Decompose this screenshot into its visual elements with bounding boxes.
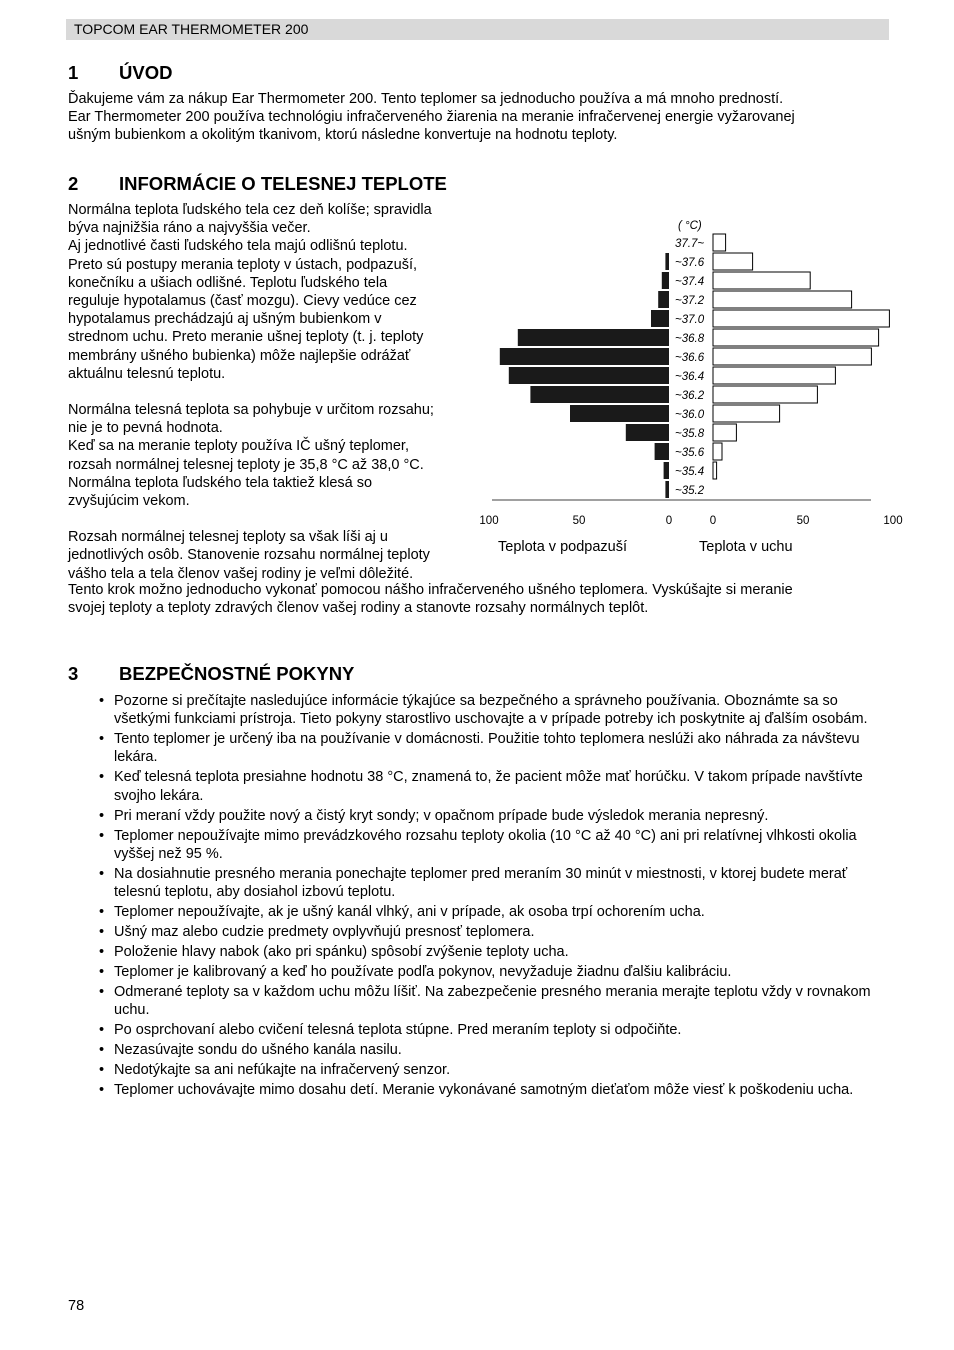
category-label: ~36.8 [675,333,705,345]
unit-label: ( °C) [678,220,702,232]
axilla-bar [509,367,669,384]
text-line: Rozsah normálnej telesnej teploty sa však líši aj u [68,529,388,546]
list-item: • Ušný maz alebo cudzie predmety ovplyvňujú presnosť teplomera. [97,923,892,941]
category-label: ~36.4 [675,371,705,383]
list-item: • Pri meraní vždy použite nový a čistý kryt sondy; v opačnom prípade bude výsledok merania nepresný. [97,807,892,825]
x-tick-label: 100 [479,515,499,527]
text-line: vášho tela a tela členov vašej rodiny je veľmi dôležité. [68,565,414,582]
text-line: nie je to pevná hodnota. [68,420,223,437]
text-line: Keď sa na meranie teploty používa IČ ušný teplomer, [68,438,409,455]
header-title: TOPCOM EAR THERMOMETER 200 [74,21,309,37]
text-line: Aj jednotlivé časti ľudského tela majú odlišnú teplotu. [68,238,408,255]
list-item: • Po osprchovaní alebo cvičení telesná teplota stúpne. Pred meraním teploty si odpočiňte. [97,1021,892,1039]
running-header [66,19,889,40]
category-label: ~36.6 [675,352,705,364]
ear-bar [713,348,871,365]
list-item: • Teplomer nepoužívajte mimo prevádzkového rozsahu teploty okolia (10 °C až 40 °C) ani pri relatívnej vlhkosti okolia vyššej než 95 %. [97,827,892,863]
axilla-bar [655,443,669,460]
text-line: Normálna telesná teplota sa pohybuje v určitom rozsahu; [68,402,434,419]
axilla-bar [665,481,669,498]
ear-bar [713,272,810,289]
blank-line [68,383,478,401]
section-2-bottom-text [68,581,898,617]
text-line: strednom uchu. Preto meranie ušnej teploty (t. j. teploty [68,329,424,346]
x-tick-label: 50 [572,515,586,527]
ear-bar [713,253,753,270]
ear-bar [713,424,736,441]
text-line: aktuálnu telesnú teplotu. [68,365,226,382]
axilla-bar [530,386,669,403]
category-label: ~35.8 [675,428,705,440]
axilla-bar [518,329,669,346]
text-line: ušným bubienkom a okolitým tkanivom, ktorú následne konvertuje na hodnotu teploty. [68,127,618,144]
text-line: reguluje hypotalamus (časť mozgu). Cievy vedúce cez [68,293,417,310]
axilla-bar [662,272,669,289]
category-labels [675,238,705,497]
list-item: • Pozorne si prečítajte nasledujúce informácie týkajúce sa bezpečného a správneho používania. Oboznámte sa so všetkými funkciami prístroja. Tieto pokyny starostlivo uschovajte a v prípade potreby ich poskytnite aj ďalším osobám. [97,692,892,728]
list-item: • Odmerané teploty sa v každom uchu môžu líšiť. Na zabezpečenie presného merania merajte teplotu vždy v rovnakom uchu. [97,983,892,1019]
x-tick-label: 0 [709,515,717,527]
section-2-heading [68,173,447,195]
ear-bar [713,386,817,403]
axilla-bar [626,424,669,441]
ear-bar [713,310,889,327]
section-3-number: 3 [68,663,79,684]
text-line: svojej teploty a teploty zdravých členov vašej rodiny a stanovte rozsahy normálnych teplôt. [68,600,649,617]
safety-list [97,692,892,1101]
section-1-text [68,90,898,145]
axilla-bar [665,253,669,270]
text-line: býva najnižšia ráno a najvyššia večer. [68,220,311,237]
axilla-bars [500,253,669,498]
blank-line [68,510,478,528]
ear-bar [713,329,879,346]
list-item: • Teplomer je kalibrovaný a keď ho používate podľa pokynov, nevyžaduje žiadnu ďalšiu kalibráciu. [97,963,892,981]
text-line: konečníku a ušiach odlišné. Teplotu ľudského tela [68,274,388,291]
section-1-title: ÚVOD [119,62,173,83]
axilla-bar [664,462,669,479]
category-label: 37.7~ [675,238,705,250]
section-2-title: INFORMÁCIE O TELESNEJ TEPLOTE [119,173,447,194]
category-label: ~36.2 [675,390,705,402]
category-label: ~37.6 [675,257,705,269]
x-tick-label: 0 [665,515,673,527]
ear-bar [713,234,726,251]
axilla-bar [651,310,669,327]
category-label: ~35.6 [675,447,705,459]
axilla-bar [500,348,669,365]
section-1-number: 1 [68,62,79,83]
category-label: ~35.2 [675,485,705,497]
text-line: rozsah normálnej telesnej teploty je 35,8 °C až 38,0 °C. [68,456,424,473]
category-label: ~37.0 [675,314,705,326]
legend-axilla: Teplota v podpazuší [498,539,627,555]
legend-ear: Teplota v uchu [699,539,793,555]
ear-bar [713,367,835,384]
section-2-number: 2 [68,173,79,194]
list-item: • Tento teplomer je určený iba na používanie v domácnosti. Použitie tohto teplomera neslúži ako náhrada za návštevu lekára. [97,730,892,766]
section-3-title: BEZPEČNOSTNÉ POKYNY [119,663,355,684]
text-line: Tento krok možno jednoducho vykonať pomocou nášho infračerveného ušného teplomera. Vyskúšajte si meranie [68,582,793,598]
category-label: ~37.4 [675,276,705,288]
x-tick-labels [479,515,902,527]
list-item: • Na dosiahnutie presného merania ponechajte teplomer pred meraním 30 minút v miestnosti, v ktorej budete merať telesnú teplotu, aby dosiahol izbovú teplotu. [97,865,892,901]
category-label: ~35.4 [675,466,705,478]
text-line: zvyšujúcim vekom. [68,493,190,510]
ear-bar [713,405,780,422]
text-line: Ear Thermometer 200 používa technológiu infračerveného žiarenia na meranie infračervenej energie vyžarovanej [68,109,795,126]
text-line: membrány ušného bubienka) môže najlepšie odrážať [68,347,411,364]
text-line: Normálna teplota ľudského tela taktiež klesá so [68,474,373,491]
ear-bar [713,462,717,479]
page-number: 78 [68,1298,85,1314]
temperature-distribution-chart [479,212,903,562]
text-line: Preto sú postupy merania teploty v ústach, podpazuší, [68,256,418,273]
axilla-bar [658,291,669,308]
axilla-bar [570,405,669,422]
ear-bar [713,443,722,460]
list-item: • Položenie hlavy nabok (ako pri spánku) spôsobí zvýšenie teploty ucha. [97,943,892,961]
x-tick-label: 100 [883,515,903,527]
section-2-column-text [68,201,478,583]
section-1-heading [68,62,172,84]
category-label: ~37.2 [675,295,705,307]
list-item: • Teplomer nepoužívajte, ak je ušný kanál vlhký, ani v prípade, ak osoba trpí ochorením ucha. [97,903,892,921]
category-label: ~36.0 [675,409,705,421]
list-item: • Nedotýkajte sa ani nefúkajte na infračervený senzor. [97,1061,892,1079]
list-item: • Keď telesná teplota presiahne hodnotu 38 °C, znamená to, že pacient môže mať horúčku. V takom prípade navštívte svojho lekára. [97,768,892,804]
text-line: hypotalamus prechádzajú aj ušným bubienkom v [68,311,382,328]
text-line: Ďakujeme vám za nákup Ear Thermometer 200. Tento teplomer sa jednoducho používa a má mnoho predností. [68,91,784,107]
text-line: Normálna teplota ľudského tela cez deň kolíše; spravidla [68,202,432,218]
ear-bars [713,234,889,479]
x-tick-label: 50 [796,515,810,527]
list-item: • Nezasúvajte sondu do ušného kanála nasilu. [97,1041,892,1059]
section-3-heading [68,663,354,685]
ear-bar [713,291,852,308]
text-line: jednotlivých osôb. Stanovenie rozsahu normálnej teploty [68,547,430,564]
list-item: • Teplomer uchovávajte mimo dosahu detí. Meranie vykonávané samotným dieťaťom môže viesť k poškodeniu ucha. [97,1081,892,1099]
